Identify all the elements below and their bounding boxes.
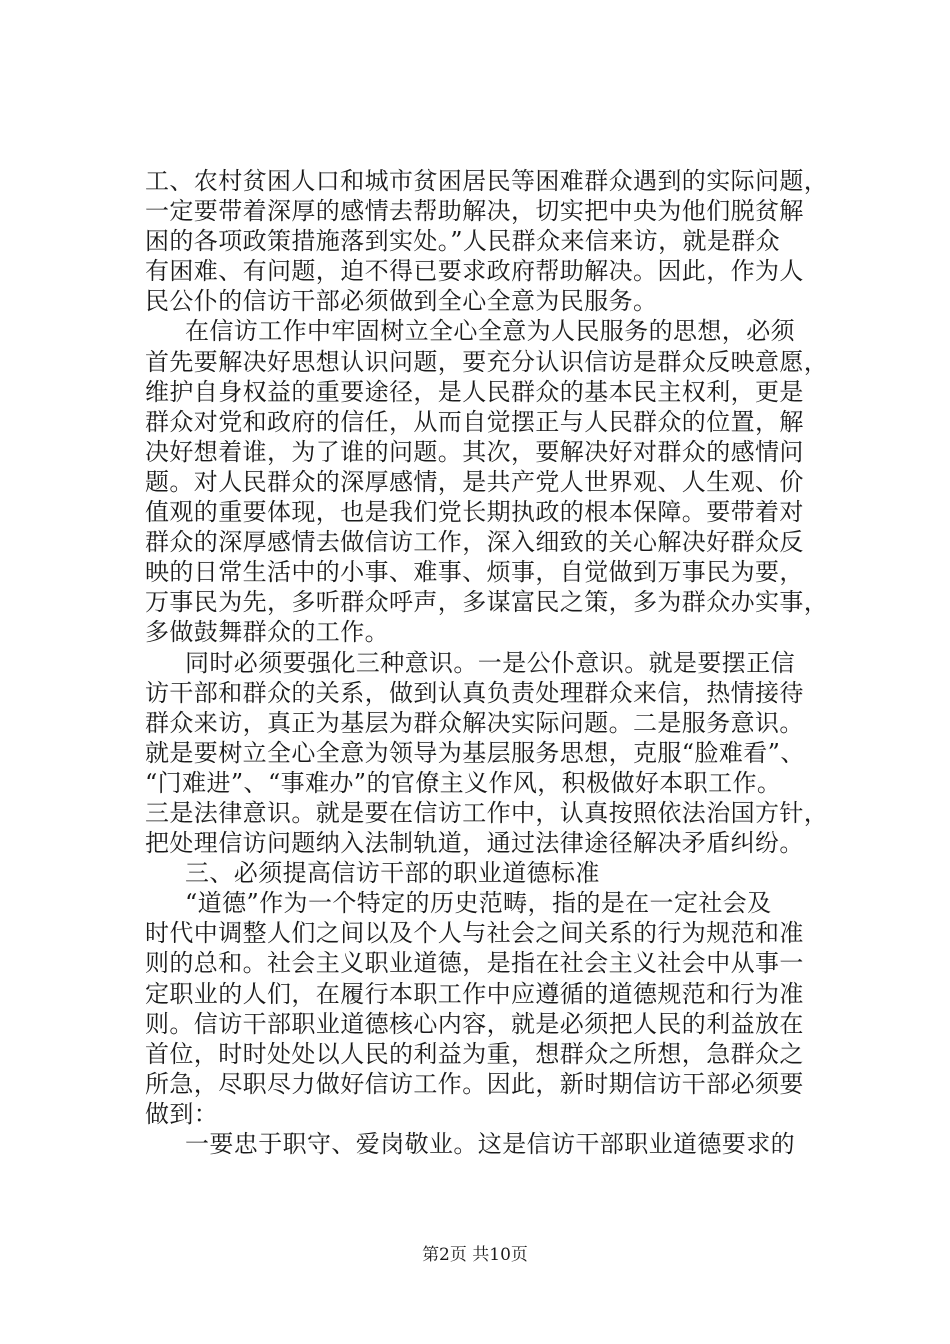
page-footer: 第2页 共10页 xyxy=(422,1245,528,1265)
text-line: 万事民为先，多听群众呼声，多谋富民之策，多为群众办实事， xyxy=(145,588,829,617)
text-line: 多做鼓舞群众的工作。 xyxy=(145,618,389,647)
text-line: 首位，时时处处以人民的利益为重，想群众之所想，急群众之 xyxy=(145,1039,804,1068)
text-line: 困的各项政策措施落到实处。”人民群众来信来访，就是群众 xyxy=(145,227,781,256)
text-line: 一定要带着深厚的感情去帮助解决，切实把中央为他们脱贫解 xyxy=(145,197,804,226)
text-line: 访干部和群众的关系，做到认真负责处理群众来信，热情接待 xyxy=(145,678,804,707)
text-line: 三是法律意识。就是要在信访工作中，认真按照依法治国方针， xyxy=(145,798,829,827)
text-line: 决好想着谁，为了谁的问题。其次，要解决好对群众的感情问 xyxy=(145,437,804,466)
text-line: 在信访工作中牢固树立全心全意为人民服务的思想，必须 xyxy=(185,317,795,346)
text-line: 所急，尽职尽力做好信访工作。因此，新时期信访干部必须要 xyxy=(145,1069,804,1098)
text-line: 同时必须要强化三种意识。一是公仆意识。就是要摆正信 xyxy=(185,648,795,677)
text-line: 一要忠于职守、爱岗敬业。这是信访干部职业道德要求的 xyxy=(185,1130,795,1158)
text-line: 映的日常生活中的小事、难事、烦事，自觉做到万事民为要， xyxy=(145,558,804,587)
text-line: 题。对人民群众的深厚感情，是共产党人世界观、人生观、价 xyxy=(145,467,804,496)
text-line: 时代中调整人们之间以及个人与社会之间关系的行为规范和准 xyxy=(145,919,804,948)
text-line: 群众来访，真正为基层为群众解决实际问题。二是服务意识。 xyxy=(145,708,804,737)
text-line: 维护自身权益的重要途径，是人民群众的基本民主权利，更是 xyxy=(145,377,804,406)
text-line: 群众的深厚感情去做信访工作，深入细致的关心解决好群众反 xyxy=(145,528,804,557)
text-line: 首先要解决好思想认识问题，要充分认识信访是群众反映意愿， xyxy=(145,347,829,376)
text-line: 把处理信访问题纳入法制轨道，通过法律途径解决矛盾纠纷。 xyxy=(145,829,804,858)
text-line: 就是要树立全心全意为领导为基层服务思想，克服“脸难看”、 xyxy=(145,738,805,767)
text-line: “门难进”、“事难办”的官僚主义作风，积极做好本职工作。 xyxy=(145,768,782,797)
text-line: 做到： xyxy=(145,1099,219,1128)
text-line: 则。信访干部职业道德核心内容，就是必须把人民的利益放在 xyxy=(145,1009,804,1038)
text-line: 值观的重要体现，也是我们党长期执政的根本保障。要带着对 xyxy=(145,498,804,527)
text-line: 工、农村贫困人口和城市贫困居民等困难群众遇到的实际问题， xyxy=(145,167,829,195)
text-line: 则的总和。社会主义职业道德，是指在社会主义社会中从事一 xyxy=(145,949,804,978)
text-line: “道德”作为一个特定的历史范畴，指的是在一定社会及 xyxy=(185,889,772,918)
text-line: 三、必须提高信访干部的职业道德标准 xyxy=(185,859,600,888)
text-line: 定职业的人们，在履行本职工作中应遵循的道德规范和行为准 xyxy=(145,979,804,1008)
text-line: 有困难、有问题，迫不得已要求政府帮助解决。因此，作为人 xyxy=(145,257,804,286)
text-line: 民公仆的信访干部必须做到全心全意为民服务。 xyxy=(145,287,658,316)
document-body xyxy=(145,166,829,1159)
text-line: 群众对党和政府的信任，从而自觉摆正与人民群众的位置，解 xyxy=(145,407,804,436)
